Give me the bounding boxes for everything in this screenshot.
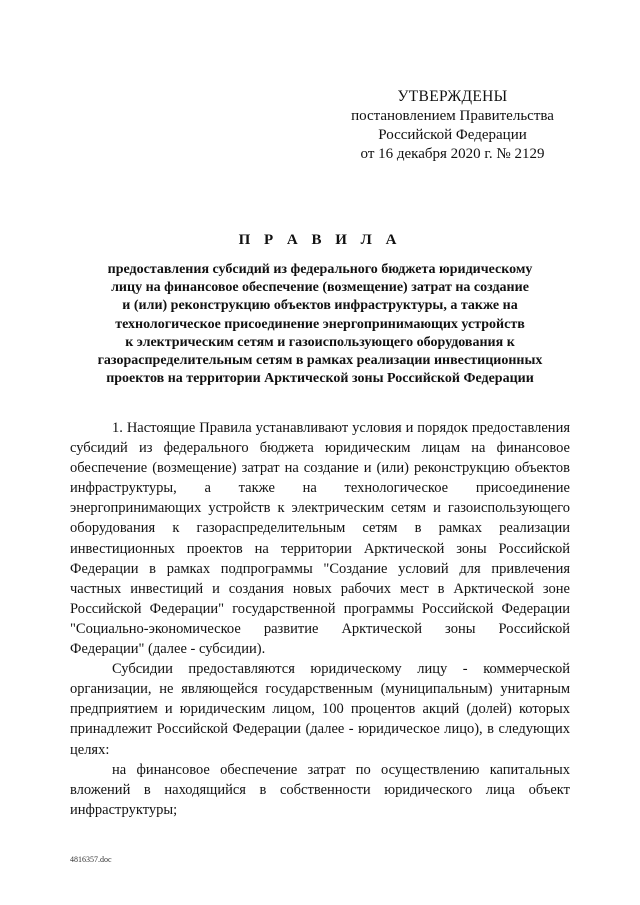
subtitle-line: к электрическим сетям и газоиспользующего оборудования к <box>125 334 515 350</box>
approval-line-2: Российской Федерации <box>378 127 527 143</box>
approval-line-3: от 16 декабря 2020 г. № 2129 <box>360 146 545 162</box>
subtitle-line: предоставления субсидий из федерального бюджета юридическому <box>107 262 533 277</box>
document-body <box>70 418 570 820</box>
subtitle-line: лицу на финансовое обеспечение (возмещение) затрат на создание <box>111 280 529 296</box>
subtitle-line: проектов на территории Арктической зоны Российской Федерации <box>106 371 534 387</box>
approval-stamp <box>345 87 560 164</box>
body-paragraph: Субсидии предоставляются юридическому лицу - коммерческой организации, не являющейся государственным (муниципальным) унитарным предприятием и юридическим лицом, 100 процентов акций (долей) которых принадлежит Российской Федерации (далее - юридическое лицо), в следующих целях: <box>70 661 570 758</box>
body-paragraph: 1. Настоящие Правила устанавливают условия и порядок предоставления субсидий из федерального бюджета юридическим лицам на финансовое обеспечение (возмещение) затрат на создание и (или) реконструкцию объектов инфраструктуры, а также на технологическое присоединение энергопринимающих устройств к электрическим сетям и газоиспользующего оборудования к газораспределительным сетям в рамках реализации инвестиционных проектов на территории Арктической зоны Российской Федерации в рамках подпрограммы "Создание условий для привлечения частных инвестиций и создания новых рабочих мест в Арктической зоне Российской Федерации" государственной программы Российской Федерации "Социально-экономическое развитие Арктической зоны Российской Федерации" (далее - субсидии). <box>70 420 570 658</box>
body-paragraph: на финансовое обеспечение затрат по осуществлению капитальных вложений в находящийся в собственности юридического лица объект инфраструктуры; <box>70 761 570 818</box>
subtitle-line: газораспределительным сетям в рамках реализации инвестиционных <box>97 353 543 369</box>
document-subtitle <box>60 261 580 388</box>
approval-title: УТВЕРЖДЕНЫ <box>397 88 508 105</box>
subtitle-line: технологическое присоединение энергопринимающих устройств <box>115 316 525 332</box>
approval-line-1: постановлением Правительства <box>351 108 554 124</box>
footer-file-name: 4816357.doc <box>70 855 112 864</box>
document-title: П Р А В И Л А <box>238 232 402 248</box>
subtitle-line: и (или) реконструкцию объектов инфраструктуры, а также на <box>122 298 518 314</box>
